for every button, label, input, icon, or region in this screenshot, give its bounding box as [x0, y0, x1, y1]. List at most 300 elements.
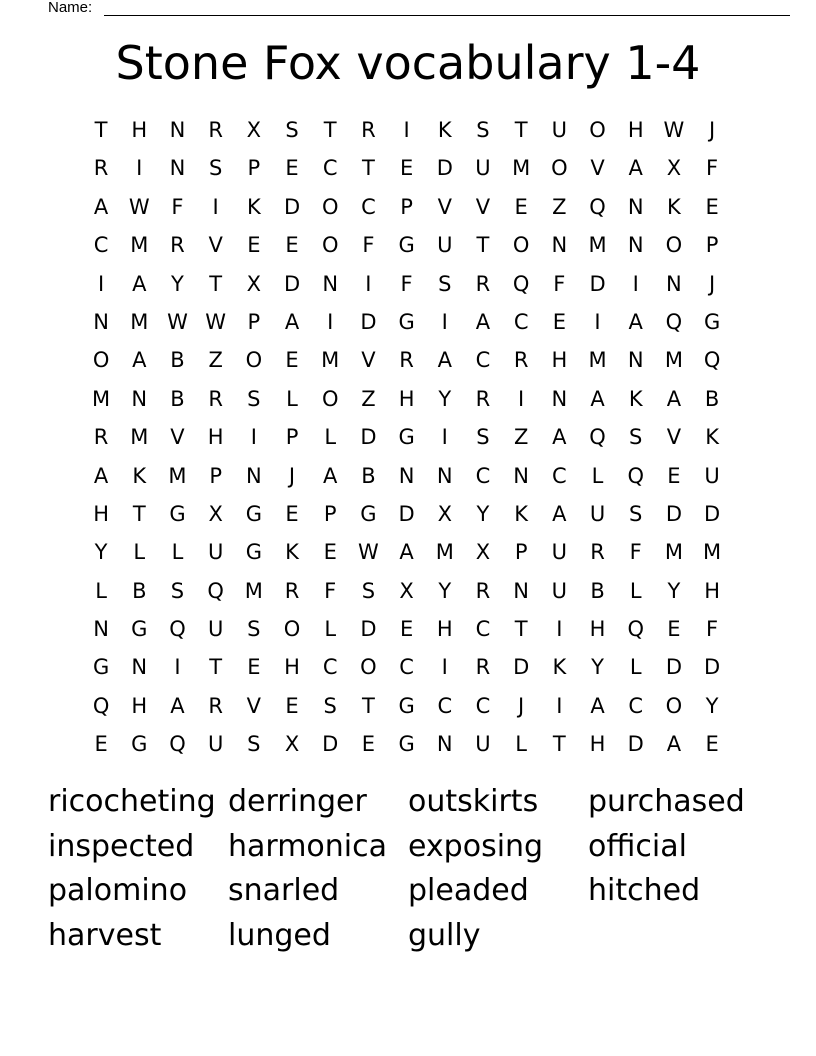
- grid-cell: I: [174, 655, 181, 680]
- grid-cell: N: [131, 655, 148, 680]
- grid-cell: N: [666, 271, 682, 296]
- grid-cell: R: [208, 386, 223, 411]
- grid-cell: J: [288, 463, 296, 488]
- grid-cell: N: [513, 463, 530, 488]
- grid-cell: L: [591, 463, 604, 488]
- grid-cell: A: [590, 693, 605, 718]
- word-list-item: inspected: [48, 828, 195, 864]
- grid-cell: E: [552, 309, 566, 334]
- grid-cell: H: [589, 617, 606, 642]
- grid-cell: M: [168, 463, 187, 488]
- grid-cell: U: [437, 233, 453, 258]
- grid-cell: T: [209, 271, 223, 296]
- grid-cell: X: [246, 271, 262, 296]
- grid-row: [82, 265, 738, 303]
- grid-cell: T: [514, 617, 528, 642]
- grid-cell: I: [441, 309, 448, 334]
- grid-cell: K: [705, 425, 719, 450]
- grid-cell: X: [666, 156, 682, 181]
- grid-cell: N: [627, 348, 644, 373]
- grid-cell: R: [475, 655, 491, 680]
- grid-cell: T: [476, 233, 490, 258]
- word-list-item: outskirts: [408, 784, 539, 819]
- grid-cell: D: [665, 501, 682, 526]
- grid-cell: N: [93, 617, 109, 642]
- grid-row: [82, 725, 738, 763]
- grid-cell: I: [403, 118, 410, 142]
- grid-cell: Q: [512, 271, 530, 296]
- grid-cell: E: [94, 732, 108, 757]
- grid-cell: L: [324, 425, 337, 450]
- grid-cell: K: [628, 386, 643, 411]
- grid-cell: X: [284, 732, 300, 757]
- grid-cell: I: [250, 425, 257, 450]
- grid-cell: O: [665, 693, 683, 718]
- grid-cell: C: [513, 309, 529, 334]
- grid-cell: M: [130, 233, 149, 258]
- grid-cell: N: [398, 463, 415, 488]
- letter-grid: [82, 111, 738, 764]
- grid-cell: Y: [438, 578, 452, 603]
- grid-cell: O: [92, 348, 110, 373]
- grid-cell: A: [170, 693, 185, 718]
- grid-cell: P: [323, 501, 337, 526]
- grid-cell: Y: [705, 693, 719, 718]
- grid-cell: F: [629, 540, 642, 565]
- grid-cell: U: [207, 617, 224, 642]
- grid-cell: A: [132, 271, 147, 296]
- grid-cell: L: [286, 386, 298, 411]
- grid-cell: D: [360, 425, 377, 450]
- grid-cell: R: [170, 233, 185, 258]
- grid-cell: M: [664, 540, 683, 565]
- grid-cell: E: [285, 233, 299, 258]
- grid-cell: Z: [513, 425, 529, 450]
- grid-cell: G: [398, 309, 415, 334]
- grid-cell: V: [437, 194, 452, 219]
- grid-cell: S: [629, 501, 643, 526]
- grid-cell: Y: [591, 655, 604, 680]
- grid-cell: N: [627, 194, 644, 219]
- grid-cell: A: [399, 540, 414, 565]
- grid-cell: B: [361, 463, 376, 488]
- grid-cell: H: [207, 425, 224, 450]
- grid-cell: Z: [361, 386, 376, 411]
- grid-cell: O: [360, 655, 377, 680]
- grid-cell: X: [437, 501, 452, 526]
- grid-cell: M: [703, 540, 722, 565]
- grid-row: [82, 380, 738, 418]
- grid-cell: Q: [169, 732, 186, 757]
- grid-cell: K: [667, 194, 681, 219]
- grid-cell: W: [663, 118, 685, 142]
- grid-cell: B: [704, 386, 720, 411]
- grid-row: [82, 495, 738, 533]
- grid-cell: R: [475, 386, 491, 411]
- grid-row: [82, 303, 738, 341]
- name-label: Name:: [48, 0, 93, 16]
- grid-cell: F: [362, 233, 375, 258]
- grid-cell: O: [245, 348, 263, 373]
- grid-cell: M: [512, 156, 531, 181]
- grid-cell: J: [708, 118, 716, 142]
- grid-cell: A: [552, 501, 567, 526]
- grid-cell: E: [514, 194, 528, 219]
- grid-cell: D: [627, 732, 644, 757]
- grid-cell: R: [208, 118, 223, 142]
- grid-cell: A: [628, 309, 643, 334]
- grid-cell: I: [556, 617, 563, 642]
- grid-cell: H: [284, 655, 300, 680]
- grid-cell: P: [285, 425, 299, 450]
- grid-cell: Y: [667, 578, 681, 603]
- grid-cell: N: [551, 386, 568, 411]
- grid-cell: N: [93, 309, 109, 334]
- grid-cell: H: [627, 118, 644, 142]
- grid-cell: G: [245, 540, 262, 565]
- grid-cell: Q: [169, 617, 186, 642]
- grid-cell: W: [358, 540, 379, 565]
- grid-cell: G: [131, 732, 148, 757]
- grid-cell: E: [399, 617, 414, 642]
- grid-cell: H: [704, 578, 720, 603]
- grid-cell: U: [704, 463, 720, 488]
- grid-cell: L: [133, 540, 146, 565]
- word-list-item: snarled: [228, 873, 340, 908]
- word-list-item: harmonica: [228, 828, 388, 864]
- grid-cell: N: [245, 463, 262, 488]
- grid-cell: P: [209, 463, 222, 488]
- grid-cell: S: [629, 425, 643, 450]
- grid-cell: G: [245, 501, 262, 526]
- grid-cell: V: [246, 693, 262, 718]
- grid-cell: G: [169, 501, 186, 526]
- grid-cell: E: [361, 732, 376, 757]
- grid-cell: C: [322, 156, 338, 181]
- grid-cell: Q: [589, 425, 606, 450]
- grid-cell: T: [209, 655, 223, 680]
- grid-cell: D: [436, 156, 453, 181]
- grid-cell: R: [475, 578, 491, 603]
- page-title: Stone Fox vocabulary 1-4: [115, 36, 701, 90]
- grid-cell: Y: [171, 271, 184, 296]
- grid-cell: O: [321, 233, 339, 258]
- grid-cell: D: [322, 732, 339, 757]
- grid-cell: C: [475, 617, 491, 642]
- grid-cell: C: [361, 194, 376, 219]
- grid-cell: R: [208, 693, 223, 718]
- grid-cell: X: [475, 540, 491, 565]
- grid-cell: O: [665, 233, 683, 258]
- grid-cell: N: [436, 463, 453, 488]
- grid-cell: L: [324, 617, 337, 642]
- grid-cell: D: [398, 501, 415, 526]
- grid-cell: E: [667, 463, 681, 488]
- grid-cell: S: [208, 156, 223, 181]
- grid-cell: A: [475, 309, 491, 334]
- grid-cell: S: [438, 271, 452, 296]
- grid-cell: T: [514, 118, 528, 142]
- grid-cell: E: [667, 617, 681, 642]
- grid-cell: G: [398, 425, 415, 450]
- grid-cell: V: [590, 156, 605, 181]
- word-list-item: harvest: [48, 917, 162, 953]
- grid-cell: L: [515, 732, 527, 757]
- grid-cell: A: [437, 348, 452, 373]
- grid-cell: A: [590, 386, 605, 411]
- grid-cell: A: [666, 732, 682, 757]
- grid-cell: C: [475, 463, 491, 488]
- grid-cell: E: [705, 732, 719, 757]
- grid-cell: D: [704, 655, 721, 680]
- grid-cell: U: [551, 578, 568, 603]
- grid-cell: X: [208, 501, 223, 526]
- grid-cell: R: [361, 118, 376, 142]
- grid-cell: R: [284, 578, 300, 603]
- grid-cell: S: [476, 118, 490, 142]
- grid-cell: N: [513, 578, 530, 603]
- grid-cell: E: [399, 156, 414, 181]
- grid-cell: N: [131, 386, 148, 411]
- grid-cell: S: [361, 578, 376, 603]
- word-list-item: purchased: [588, 784, 745, 819]
- grid-cell: I: [441, 425, 448, 450]
- grid-cell: P: [247, 156, 261, 181]
- grid-cell: H: [398, 386, 415, 411]
- grid-cell: F: [706, 156, 719, 181]
- grid-cell: R: [399, 348, 414, 373]
- word-list-item: hitched: [588, 873, 701, 908]
- grid-cell: S: [247, 386, 261, 411]
- grid-cell: M: [588, 233, 607, 258]
- grid-cell: Z: [208, 348, 223, 373]
- grid-cell: K: [437, 118, 452, 142]
- grid-cell: F: [553, 271, 566, 296]
- word-list-item: pleaded: [408, 873, 529, 908]
- grid-cell: U: [207, 540, 224, 565]
- grid-cell: I: [97, 271, 105, 296]
- grid-row: [82, 648, 738, 686]
- grid-cell: T: [361, 156, 375, 181]
- grid-cell: T: [132, 501, 146, 526]
- grid-cell: G: [398, 693, 415, 718]
- grid-cell: O: [512, 233, 530, 258]
- word-list-item: derringer: [228, 784, 367, 819]
- grid-cell: U: [589, 501, 606, 526]
- grid-cell: W: [167, 309, 188, 334]
- grid-cell: F: [171, 194, 184, 219]
- grid-cell: T: [361, 693, 375, 718]
- grid-cell: A: [284, 309, 300, 334]
- grid-row: [82, 418, 738, 456]
- grid-cell: S: [170, 578, 185, 603]
- grid-cell: H: [93, 501, 109, 526]
- grid-cell: E: [247, 233, 261, 258]
- name-underline: [104, 15, 790, 16]
- grid-cell: M: [664, 348, 683, 373]
- grid-cell: S: [323, 693, 337, 718]
- grid-cell: V: [666, 425, 682, 450]
- grid-row: [82, 149, 738, 187]
- grid-cell: O: [321, 194, 339, 219]
- grid-cell: V: [475, 194, 491, 219]
- grid-cell: V: [170, 425, 185, 450]
- grid-cell: A: [628, 156, 643, 181]
- grid-cell: E: [705, 194, 719, 219]
- grid-cell: K: [246, 194, 261, 219]
- grid-cell: E: [285, 501, 299, 526]
- grid-cell: G: [360, 501, 377, 526]
- grid-cell: D: [704, 501, 721, 526]
- grid-cell: E: [285, 348, 299, 373]
- grid-cell: K: [552, 655, 567, 680]
- grid-cell: T: [552, 732, 566, 757]
- grid-cell: I: [632, 271, 639, 296]
- grid-cell: S: [247, 732, 261, 757]
- grid-cell: E: [285, 693, 299, 718]
- grid-row: [82, 687, 738, 725]
- grid-cell: I: [594, 309, 601, 334]
- grid-cell: N: [169, 156, 186, 181]
- grid-cell: N: [169, 118, 186, 142]
- grid-cell: P: [514, 540, 528, 565]
- grid-cell: C: [552, 463, 567, 488]
- grid-row: [82, 341, 738, 379]
- grid-cell: A: [323, 463, 338, 488]
- word-list-item: official: [588, 828, 687, 864]
- grid-cell: A: [132, 348, 147, 373]
- grid-cell: L: [95, 578, 107, 603]
- grid-cell: V: [361, 348, 376, 373]
- grid-cell: Z: [552, 194, 567, 219]
- grid-cell: M: [130, 425, 149, 450]
- grid-row: [82, 188, 738, 226]
- grid-cell: T: [94, 118, 108, 142]
- grid-cell: N: [436, 732, 453, 757]
- grid-cell: D: [360, 309, 377, 334]
- grid-cell: S: [285, 118, 299, 142]
- grid-cell: E: [247, 655, 261, 680]
- grid-cell: R: [513, 348, 529, 373]
- grid-cell: I: [556, 693, 563, 718]
- grid-cell: D: [283, 271, 301, 296]
- name-field: [48, 0, 748, 20]
- grid-cell: U: [475, 732, 491, 757]
- word-list-item: gully: [408, 917, 481, 953]
- grid-cell: M: [588, 348, 607, 373]
- grid-cell: M: [130, 309, 149, 334]
- grid-cell: A: [666, 386, 682, 411]
- grid-cell: Y: [476, 501, 490, 526]
- grid-cell: C: [437, 693, 453, 718]
- grid-cell: B: [170, 348, 185, 373]
- grid-cell: Y: [94, 540, 108, 565]
- grid-cell: D: [589, 271, 606, 296]
- grid-cell: C: [399, 655, 414, 680]
- grid-cell: Q: [627, 617, 644, 642]
- grid-cell: W: [205, 309, 227, 334]
- grid-cell: X: [399, 578, 414, 603]
- grid-cell: I: [212, 194, 219, 219]
- grid-cell: U: [475, 156, 491, 181]
- grid-cell: G: [398, 732, 415, 757]
- grid-cell: B: [132, 578, 147, 603]
- word-list-item: ricocheting: [48, 784, 216, 819]
- word-list-item: lunged: [228, 917, 331, 953]
- word-list: [48, 780, 788, 958]
- grid-row: [82, 111, 738, 149]
- word-list-item: palomino: [48, 873, 188, 908]
- grid-cell: K: [514, 501, 529, 526]
- grid-cell: X: [246, 118, 262, 142]
- grid-cell: W: [128, 194, 150, 219]
- grid-cell: L: [629, 655, 642, 680]
- grid-cell: I: [327, 309, 334, 334]
- grid-cell: B: [590, 578, 605, 603]
- grid-cell: P: [247, 309, 261, 334]
- grid-cell: J: [518, 693, 525, 718]
- grid-cell: O: [283, 617, 301, 642]
- grid-cell: C: [628, 693, 644, 718]
- grid-row: [82, 533, 738, 571]
- grid-cell: P: [705, 233, 719, 258]
- grid-cell: D: [665, 655, 682, 680]
- grid-cell: J: [708, 271, 716, 296]
- grid-cell: U: [551, 118, 568, 142]
- grid-cell: D: [360, 617, 377, 642]
- grid-cell: V: [208, 233, 223, 258]
- grid-cell: F: [324, 578, 337, 603]
- grid-cell: C: [475, 693, 491, 718]
- grid-cell: R: [93, 425, 109, 450]
- grid-cell: I: [136, 156, 143, 181]
- grid-cell: B: [170, 386, 185, 411]
- grid-cell: R: [475, 271, 491, 296]
- grid-cell: H: [589, 732, 606, 757]
- grid-cell: Q: [207, 578, 224, 603]
- grid-cell: E: [285, 156, 299, 181]
- grid-cell: K: [285, 540, 299, 565]
- grid-cell: H: [131, 118, 148, 142]
- grid-cell: U: [551, 540, 568, 565]
- grid-cell: N: [551, 233, 568, 258]
- grid-cell: T: [323, 118, 337, 142]
- grid-cell: S: [247, 617, 261, 642]
- grid-cell: Q: [627, 463, 644, 488]
- grid-cell: O: [321, 386, 339, 411]
- grid-row: [82, 457, 738, 495]
- word-list-item: exposing: [408, 828, 544, 864]
- grid-cell: I: [441, 655, 448, 680]
- grid-cell: H: [131, 693, 148, 718]
- grid-row: [82, 610, 738, 648]
- grid-cell: F: [706, 617, 719, 642]
- grid-cell: G: [131, 617, 148, 642]
- grid-cell: O: [589, 118, 606, 142]
- grid-cell: I: [518, 386, 525, 411]
- grid-cell: G: [398, 233, 415, 258]
- grid-cell: M: [435, 540, 454, 565]
- grid-cell: M: [92, 386, 111, 411]
- grid-cell: M: [321, 348, 340, 373]
- grid-cell: C: [322, 655, 338, 680]
- grid-cell: A: [93, 194, 109, 219]
- grid-cell: F: [400, 271, 413, 296]
- grid-cell: C: [475, 348, 491, 373]
- grid-row: [82, 572, 738, 610]
- grid-cell: C: [93, 233, 109, 258]
- grid-cell: M: [244, 578, 263, 603]
